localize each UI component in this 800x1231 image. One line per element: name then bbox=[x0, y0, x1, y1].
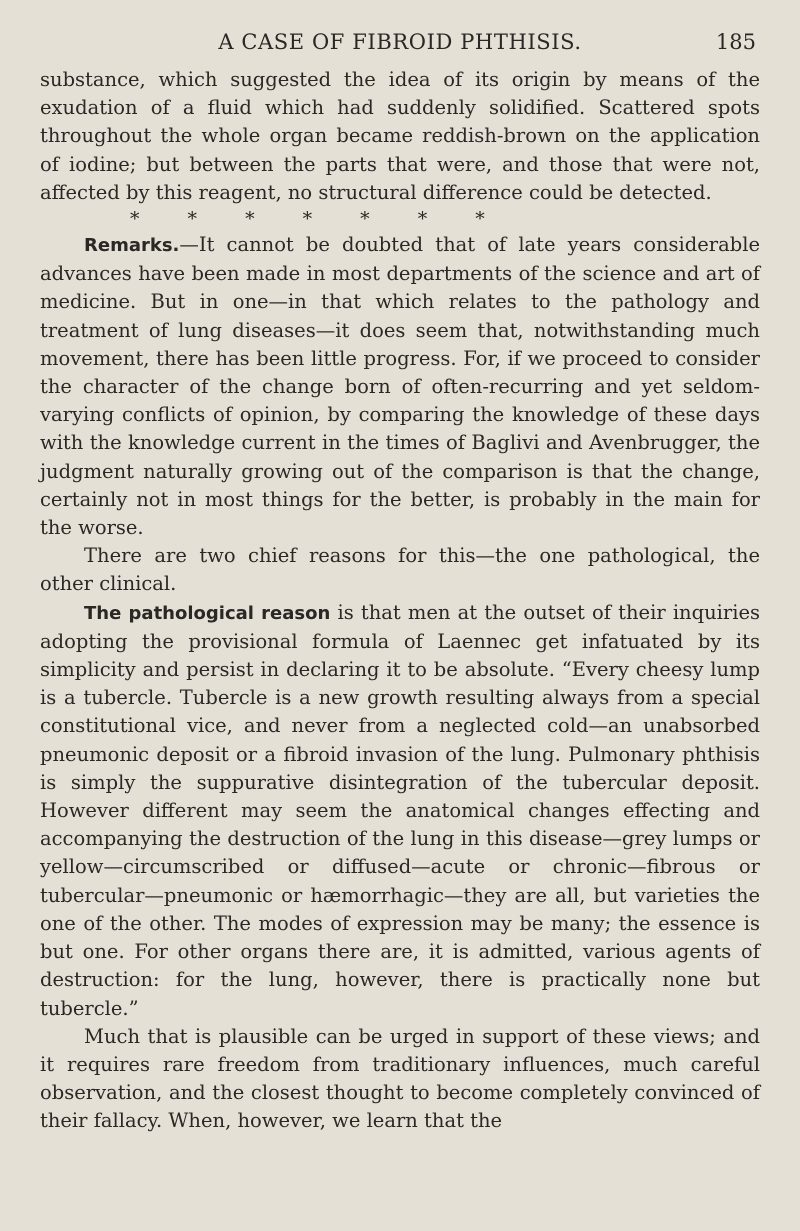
page-number: 185 bbox=[715, 30, 756, 54]
section-break-asterisks: * * * * * * * bbox=[130, 208, 485, 231]
paragraph-pathological-reason bbox=[40, 599, 760, 1023]
pathological-reason-text: is that men at the outset of their inquiries adopting the provisional formula of Laennec get infatuated by its simplicity and persist in declaring it to be absolute. “Every cheesy lump is a tubercle. Tubercle is a new growth resulting always from a special constitutional vice, and never from a neglected cold—an unabsorbed pneumonic deposit or a fibroid invasion of the lung. Pulmonary phthisis is simply the suppurative disintegration of the tubercular deposit. However different may seem the anatomical changes effecting and accompanying the destruction of the lung in this disease—grey lumps or yellow—circumscribed or diffused—acute or chronic—fibrous or tubercular—pneumonic or hæmorrhagic—they are all, but varieties the one of the other. The modes of expression may be many; the essence is but one. For other organs there are, it is admitted, various agents of destruction: for the lung, however, there is practically none but tubercle.” bbox=[40, 600, 760, 1020]
running-title: A CASE OF FIBROID PHTHISIS. bbox=[218, 30, 582, 54]
paragraph-continued: substance, which suggested the idea of its origin by means of the exudation of a fluid which had suddenly solidified. Scattered spots throughout the whole organ became reddish-brown on the application of iodine; but between the parts that were, and those that were not, affected by this reagent, no structural difference could be detected. bbox=[40, 68, 760, 204]
paragraph-much-plausible: Much that is plausible can be urged in support of these views; and it requires rare freedom from traditionary influences, much careful observation, and the closest thought to become completely convinced of their fallacy. When, however, we learn that the bbox=[40, 1024, 760, 1133]
running-head bbox=[40, 24, 760, 60]
pathological-reason-heading: The pathological reason bbox=[84, 602, 331, 624]
paragraph-two-reasons: There are two chief reasons for this—the one pathological, the other clinical. bbox=[40, 544, 760, 596]
remarks-text: —It cannot be doubted that of late years considerable advances have been made in most departments of the science and art of medicine. But in one—in that which relates to the pathology and treatment of lung diseases—it does seem that, notwithstanding much movement, there has been little progress. For, if we proceed to consider the character of the change born of often-recurring and yet seldom-varying conflicts of opinion, by comparing the knowledge of these days with the knowledge current in the times of Baglivi and Avenbrugger, the judgment naturally growing out of the comparison is that the change, certainly not in most things for the better, is probably in the main for the worse. bbox=[40, 233, 760, 540]
remarks-heading: Remarks. bbox=[84, 235, 180, 257]
paragraph-remarks bbox=[40, 231, 760, 542]
